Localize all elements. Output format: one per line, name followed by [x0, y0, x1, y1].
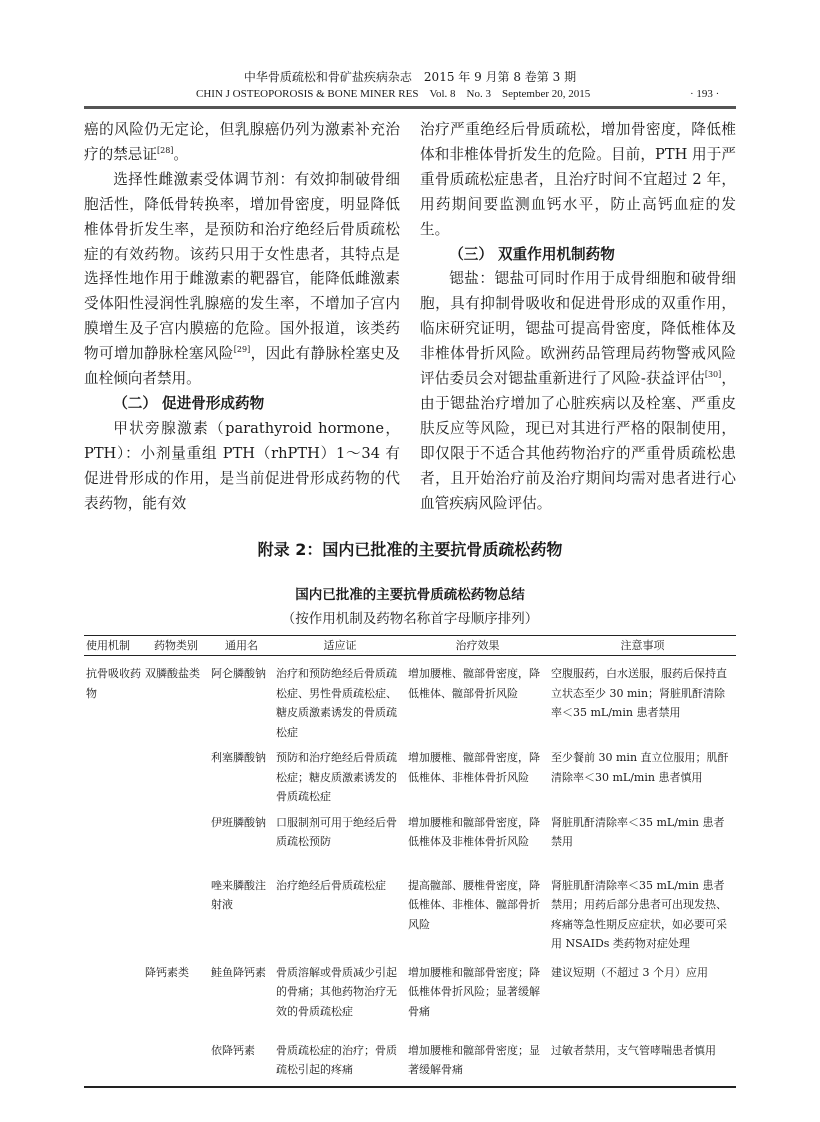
table-cell: 治疗绝经后骨质疏松症 [276, 878, 386, 892]
table-cell: 抗骨吸收药物 [86, 667, 141, 700]
paragraph: 选择性雌激素受体调节剂：有效抑制破骨细胞活性，降低骨转换率，增加骨密度，明显降低椎体骨折发生率，是预防和治疗绝经后骨质疏松症的有效药物。该药只用于女性患者，其特点是选择性地作用于雌激素的靶器官，能降低雌激素受体阳性浸润性乳腺癌的发生率，不增加子宫内膜增生及子宫内膜癌的危险。国外报道，该类药物可增加静脉栓塞风险[29]，因此有静脉栓塞史及血栓倾向者禁用。 [84, 170, 400, 388]
citation-ref: [28] [156, 145, 174, 155]
table-cell [84, 963, 143, 1041]
table-row [84, 876, 736, 963]
table-cell: 鲑鱼降钙素 [211, 965, 266, 979]
header-cell: 药物类别 [143, 635, 209, 656]
header-cell: 使用机制 [84, 635, 143, 656]
section-heading: （二） 促进骨形成药物 [113, 394, 265, 412]
citation-ref: [29] [233, 345, 251, 355]
header-cell: 通用名 [209, 635, 274, 656]
table-row [84, 963, 736, 1041]
header-rule [84, 106, 736, 109]
right-column [420, 118, 736, 517]
table-cell [84, 813, 143, 876]
section-heading: （三） 双重作用机制药物 [449, 245, 615, 263]
table-cell: 空腹服药，白水送服，服药后保持直立状态至少 30 min；肾脏肌酐清除率＜35 mL/min 患者禁用 [551, 667, 727, 719]
journal-title-en: CHIN J OSTEOPOROSIS & BONE MINER RES Vol. 8 No. 3 September 20, 2015 [196, 88, 591, 100]
citation-ref: [30] [704, 370, 722, 380]
table-cell [143, 876, 209, 963]
paragraph: 治疗严重绝经后骨质疏松，增加骨密度，降低椎体和非椎体骨折发生的危险。目前，PTH 用于严重骨质疏松症患者，且治疗时间不宜超过 2 年，用药期间要监测血钙水平，防止高钙血症的发生。 [420, 121, 736, 238]
table-cell: 唑来膦酸注射液 [211, 878, 266, 911]
journal-title-cn: 中华骨质疏松和骨矿盐疾病杂志 2015 年 9 月第 8 卷第 3 期 [243, 70, 577, 84]
table-cell: 增加腰椎、髋部骨密度，降低椎体、髋部骨折风险 [408, 667, 540, 700]
table-cell: 伊班膦酸钠 [211, 815, 266, 829]
table-cell: 预防和治疗绝经后骨质疏松症；糖皮质激素诱发的骨质疏松症 [276, 751, 397, 803]
journal-citation [0, 87, 820, 102]
table-row [84, 813, 736, 876]
appendix-title: 附录 2：国内已批准的主要抗骨质疏松药物 [257, 539, 563, 559]
page-number: · 193 · [690, 88, 720, 100]
paragraph: 锶盐：锶盐可同时作用于成骨细胞和破骨细胞，具有抑制骨吸收和促进骨形成的双重作用，临床研究证明，锶盐可提高骨密度，降低椎体及非椎体骨折风险。欧洲药品管理局药物警戒风险评估委员会对锶盐重新进行了风险-获益评估[30]，由于锶盐治疗增加了心脏疾病以及栓塞、严重皮肤反应等风险，现已对其进行严格的限制使用，即仅限于不适合其他药物治疗的严重骨质疏松患者，且开始治疗前及治疗期间均需对患者进行心血管疾病风险评估。 [420, 270, 736, 512]
table-subtitle: （按作用机制及药物名称首字母顺序排列） [281, 610, 539, 627]
table-cell: 阿仑膦酸钠 [211, 667, 266, 680]
header-cell: 注意事项 [549, 635, 736, 656]
table-cell: 降钙素类 [145, 965, 189, 979]
table-cell: 提高髋部、腰椎骨密度，降低椎体、非椎体、髋部骨折风险 [408, 878, 540, 931]
table-row [84, 1041, 736, 1087]
table-row [84, 748, 736, 813]
table-cell [143, 748, 209, 813]
table-cell: 过敏者禁用，支气管哮喘患者慎用 [551, 1043, 716, 1057]
table-cell: 增加腰椎和髋部骨密度；显著缓解骨痛 [408, 1043, 540, 1076]
table-cell: 增加腰椎和髋部骨密度，降低椎体及非椎体骨折风险 [408, 815, 540, 848]
table-cell: 口服制剂可用于绝经后骨质疏松预防 [276, 815, 397, 848]
table-cell: 治疗和预防绝经后骨质疏松症、男性骨质疏松症、糖皮质激素诱发的骨质疏松症 [276, 667, 397, 739]
table-cell: 利塞膦酸钠 [211, 751, 266, 764]
paragraph: 癌的风险仍无定论，但乳腺癌仍列为激素补充治疗的禁忌证[28]。 [84, 121, 400, 163]
table-header-row [84, 635, 736, 656]
table-cell: 骨质溶解或骨质减少引起的骨痛；其他药物治疗无效的骨质疏松症 [276, 965, 397, 1018]
table-title: 国内已批准的主要抗骨质疏松药物总结 [295, 586, 525, 603]
page-body [84, 118, 736, 1108]
drug-table [84, 635, 736, 1088]
table-cell: 双膦酸盐类 [145, 667, 200, 680]
table-cell: 骨质疏松症的治疗；骨质疏松引起的疼痛 [276, 1043, 397, 1076]
table-cell [84, 1041, 143, 1087]
left-column [84, 118, 400, 517]
table-row [84, 656, 736, 749]
paragraph: 甲状旁腺激素（parathyroid hormone，PTH）：小剂量重组 PTH（rhPTH）1～34 有促进骨形成的作用，是当前促进骨形成药物的代表药物，能有效 [84, 419, 400, 512]
table-cell [84, 876, 143, 963]
table-cell: 建议短期（不超过 3 个月）应用 [551, 965, 708, 979]
two-column-text [84, 118, 736, 517]
table-cell: 肾脏肌酐清除率＜35 mL/min 患者禁用；用药后部分患者可出现发热、疼痛等急性期反应症状，如必要可采用 NSAIDs 类药物对症处理 [551, 878, 727, 950]
table-cell: 至少餐前 30 min 直立位服用；肌酐清除率＜30 mL/min 患者慎用 [551, 751, 729, 784]
header-cell: 治疗效果 [406, 635, 549, 656]
header-cell: 适应证 [274, 635, 406, 656]
table-cell: 肾脏肌酐清除率＜35 mL/min 患者禁用 [551, 815, 725, 848]
table-cell: 增加腰椎、髋部骨密度，降低椎体、非椎体骨折风险 [408, 751, 540, 784]
table-cell [84, 748, 143, 813]
table-cell: 增加腰椎和髋部骨密度；降低椎体骨折风险；显著缓解骨痛 [408, 965, 540, 1018]
table-cell [143, 813, 209, 876]
table-cell: 依降钙素 [211, 1043, 255, 1057]
table-cell [143, 1041, 209, 1087]
